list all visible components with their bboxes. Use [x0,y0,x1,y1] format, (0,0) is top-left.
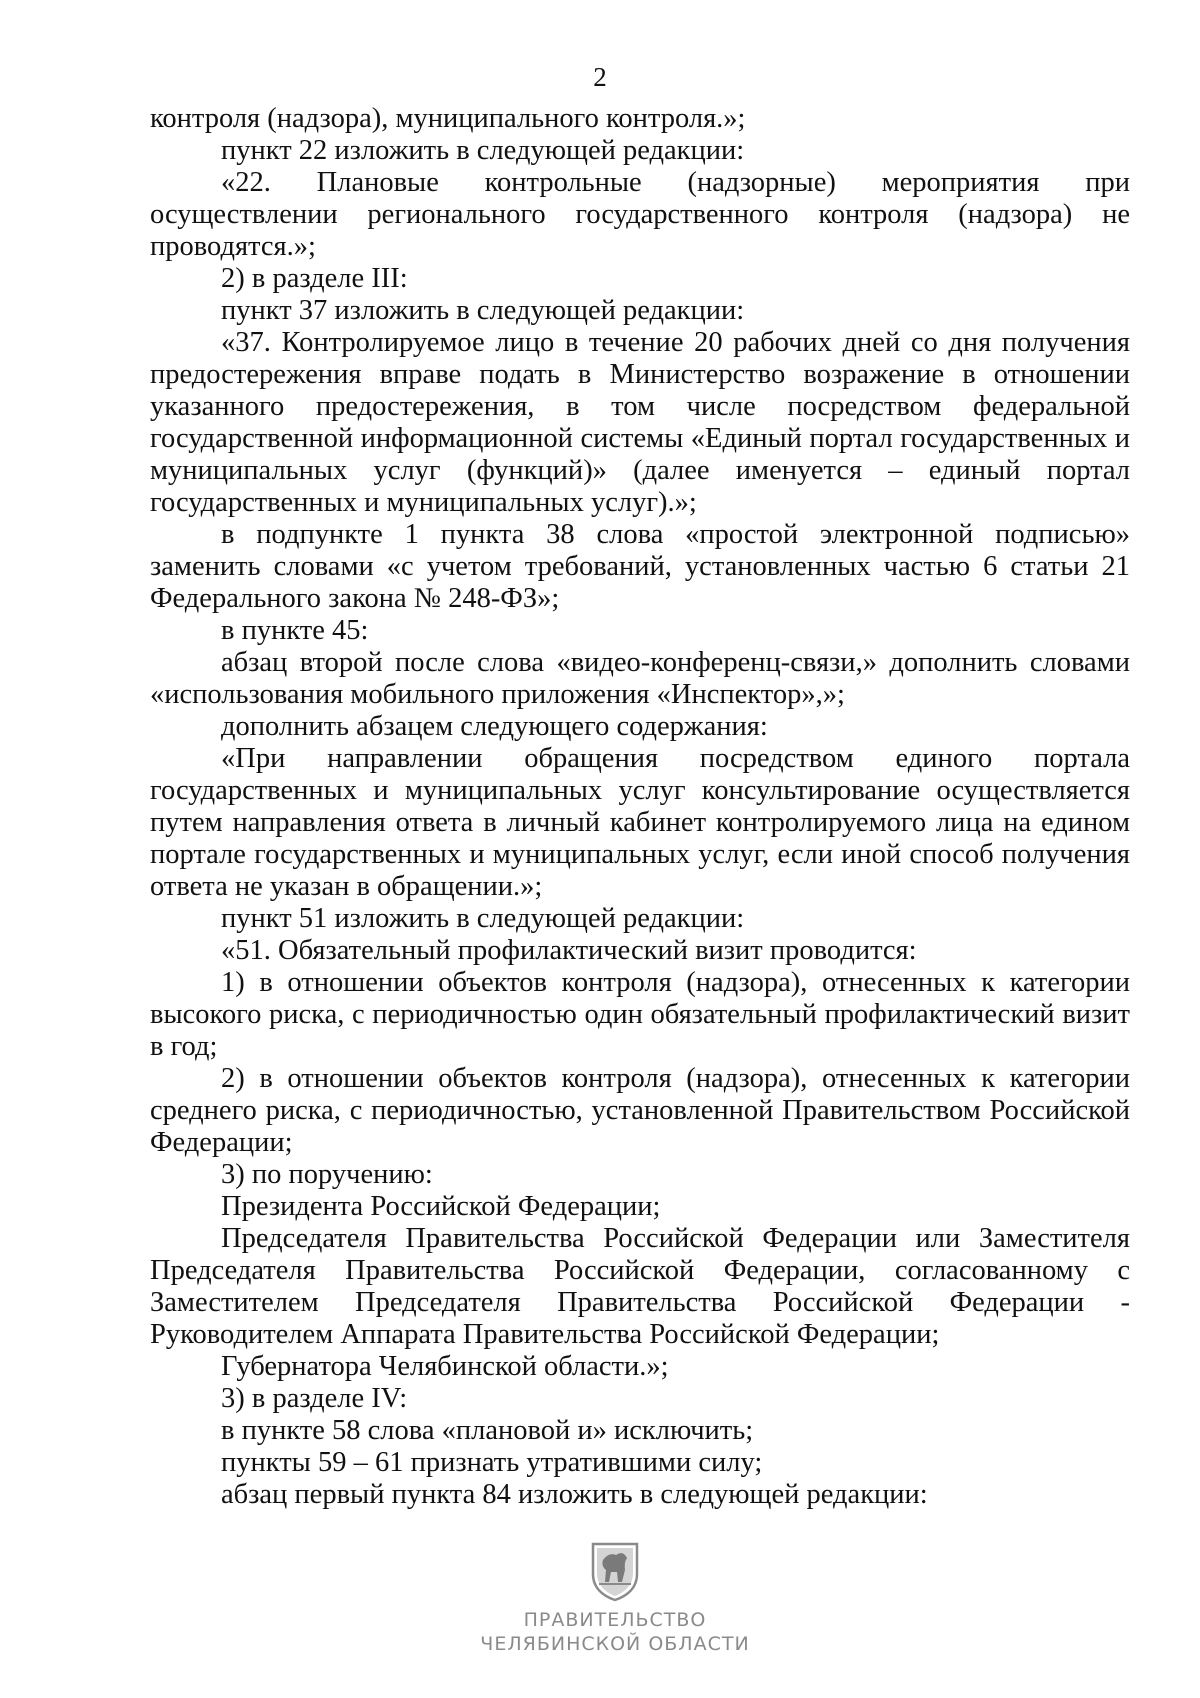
paragraph: 1) в отношении объектов контроля (надзора), отнесенных к категории высокого риска, с периодичностью один обязательный профилактический визит в год; [150,967,1130,1062]
paragraph: в подпункте 1 пункта 38 слова «простой электронной подписью» заменить словами «с учетом требований, установленных частью 6 статьи 21 Федерального закона № 248-ФЗ»; [150,519,1130,614]
document-body [150,103,1130,1511]
paragraph: «37. Контролируемое лицо в течение 20 рабочих дней со дня получения предостережения вправе подать в Министерство возражение в отношении указанного предостережения, в том числе посредством федеральной государственной информационной системы «Единый портал государственных и муниципальных услуг (функций)» (далее именуется – единый портал государственных и муниципальных услуг).»; [150,327,1130,518]
paragraph: 3) в разделе IV: [221,1383,408,1414]
government-stamp [480,1540,750,1656]
paragraph: 3) по поручению: [221,1159,433,1190]
paragraph: Председателя Правительства Российской Федерации или Заместителя Председателя Правительства Российской Федерации, согласованному с Заместителем Председателя Правительства Российской Федерации - Руководителем Аппарата Правительства Российской Федерации; [150,1223,1130,1350]
stamp-line-2: ЧЕЛЯБИНСКОЙ ОБЛАСТИ [480,1633,750,1655]
paragraph: 2) в отношении объектов контроля (надзора), отнесенных к категории среднего риска, с периодичностью, установленной Правительством Российской Федерации; [150,1063,1130,1158]
paragraph: «51. Обязательный профилактический визит проводится: [221,935,917,966]
stamp-line-1: ПРАВИТЕЛЬСТВО [523,1609,707,1631]
paragraph: «При направлении обращения посредством единого портала государственных и муниципальных услуг консультирование осуществляется путем направления ответа в личный кабинет контролируемого лица на едином портале государственных и муниципальных услуг, если иной способ получения ответа не указан в обращении.»; [150,743,1130,902]
paragraph: контроля (надзора), муниципального контроля.»; [150,103,746,134]
paragraph: Президента Российской Федерации; [221,1191,661,1222]
paragraph: дополнить абзацем следующего содержания: [221,711,768,742]
paragraph: пункт 22 изложить в следующей редакции: [221,135,745,166]
paragraph: Губернатора Челябинской области.»; [221,1351,669,1382]
page-number: 2 [593,62,607,92]
paragraph: абзац второй после слова «видео-конференц-связи,» дополнить словами «использования мобильного приложения «Инспектор»,»; [150,647,1130,710]
paragraph: пункты 59 – 61 признать утратившими силу; [221,1447,763,1478]
paragraph: в пункте 45: [221,615,369,646]
paragraph: 2) в разделе III: [221,263,408,294]
paragraph: пункт 37 изложить в следующей редакции: [221,295,745,326]
paragraph: «22. Плановые контрольные (надзорные) мероприятия при осуществлении регионального государственного контроля (надзора) не проводятся.»; [150,167,1130,262]
paragraph: абзац первый пункта 84 изложить в следующей редакции: [221,1479,928,1510]
paragraph: пункт 51 изложить в следующей редакции: [221,903,745,934]
chelyabinsk-coat-of-arms-icon [589,1540,641,1602]
paragraph: в пункте 58 слова «плановой и» исключить; [221,1415,754,1446]
